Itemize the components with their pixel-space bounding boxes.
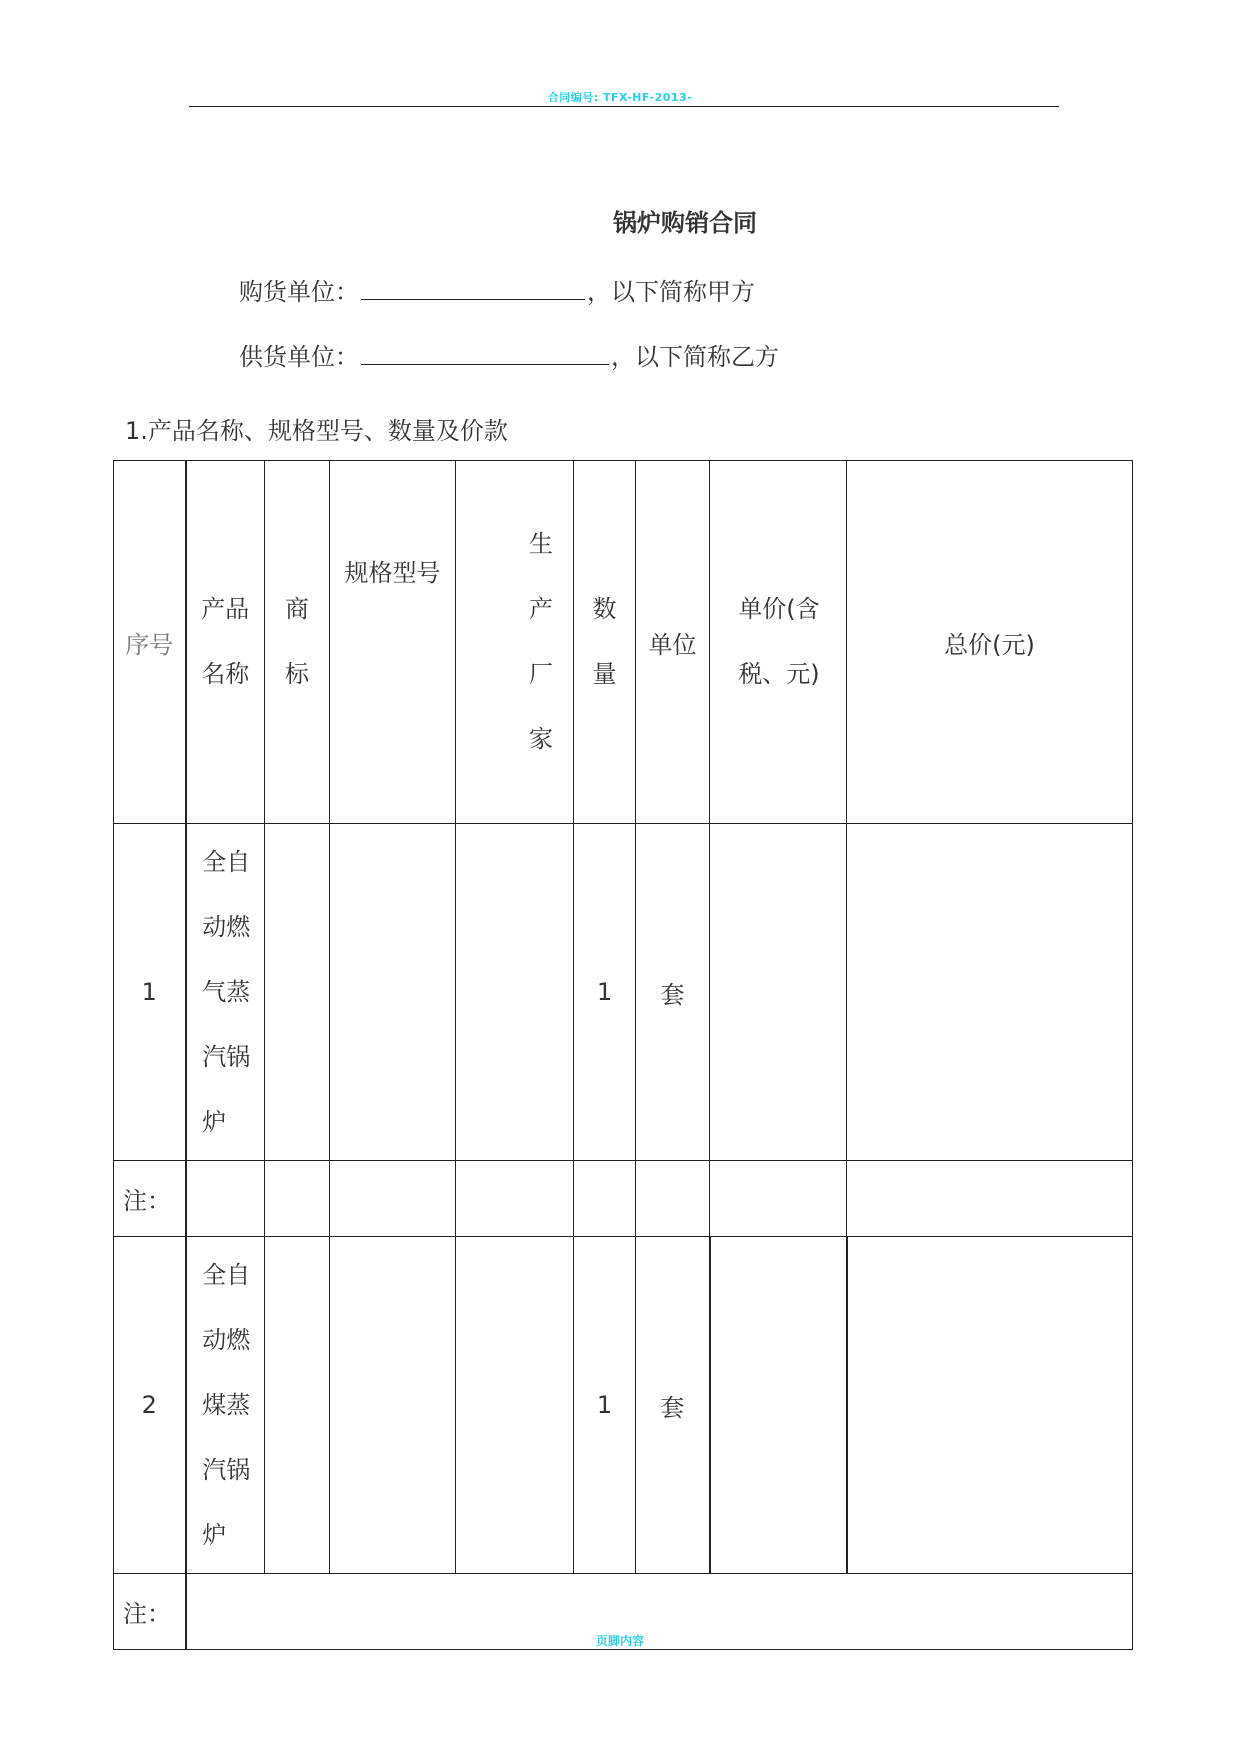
contract-number: 合同编号: TFX-HF-2013- — [547, 91, 693, 104]
note-cell[interactable] — [574, 1161, 636, 1237]
header-unit: 单位 — [636, 461, 710, 824]
row-manufacturer[interactable] — [456, 824, 574, 1161]
table-note-row — [114, 1161, 1133, 1237]
note-cell[interactable] — [186, 1161, 265, 1237]
table-row — [114, 824, 1133, 1161]
note-cell[interactable] — [847, 1161, 1133, 1237]
table-header-row — [114, 461, 1133, 824]
buyer-label: 购货单位： — [239, 278, 359, 306]
row-unit-price[interactable] — [710, 824, 847, 1161]
note-cell[interactable] — [456, 1161, 574, 1237]
header-quantity: 数 量 — [574, 461, 636, 824]
row-unit-price[interactable] — [710, 1237, 847, 1574]
row-product-name: 全自 动燃 气蒸 汽锅 炉 — [186, 824, 265, 1161]
row-total-price[interactable] — [847, 824, 1133, 1161]
product-table — [113, 460, 1133, 1650]
row-model[interactable] — [330, 1237, 456, 1574]
header-unit-price: 单价(含 税、元) — [710, 461, 847, 824]
note-cell[interactable] — [636, 1161, 710, 1237]
row-brand[interactable] — [265, 824, 330, 1161]
table-row — [114, 1237, 1133, 1574]
supplier-suffix: ，以下简称乙方 — [611, 343, 779, 371]
footer-text: 页脚内容 — [595, 1634, 644, 1648]
row-total-price[interactable] — [847, 1237, 1133, 1574]
section-1-heading: 1.产品名称、规格型号、数量及价款 — [125, 417, 508, 445]
note-cell[interactable] — [265, 1161, 330, 1237]
row-brand[interactable] — [265, 1237, 330, 1574]
note-cell[interactable] — [330, 1161, 456, 1237]
header-product-name: 产品 名称 — [186, 461, 265, 824]
note-label: 注： — [114, 1574, 186, 1650]
supplier-label: 供货单位： — [239, 343, 359, 371]
header-model: 规格型号 — [330, 461, 456, 824]
supplier-line — [239, 337, 779, 372]
header-brand: 商 标 — [265, 461, 330, 824]
document-title: 锅炉购销合同 — [613, 209, 757, 237]
header-total-price: 总价(元) — [847, 461, 1133, 824]
note-cell[interactable] — [710, 1161, 847, 1237]
header-manufacturer: 生 产 厂 家 — [456, 461, 574, 824]
row-quantity: 1 — [574, 824, 636, 1161]
buyer-name-blank[interactable] — [361, 279, 585, 300]
row-model[interactable] — [330, 824, 456, 1161]
header-seq: 序号 — [114, 461, 186, 824]
supplier-name-blank[interactable] — [361, 344, 609, 365]
row-seq: 2 — [114, 1237, 186, 1574]
row-product-name: 全自 动燃 煤蒸 汽锅 炉 — [186, 1237, 265, 1574]
row-unit: 套 — [636, 1237, 710, 1574]
buyer-line — [239, 272, 755, 307]
row-unit: 套 — [636, 824, 710, 1161]
header-divider — [189, 106, 1059, 107]
row-seq: 1 — [114, 824, 186, 1161]
note-label: 注： — [114, 1161, 186, 1237]
row-manufacturer[interactable] — [456, 1237, 574, 1574]
buyer-suffix: ，以下简称甲方 — [587, 278, 755, 306]
row-quantity: 1 — [574, 1237, 636, 1574]
